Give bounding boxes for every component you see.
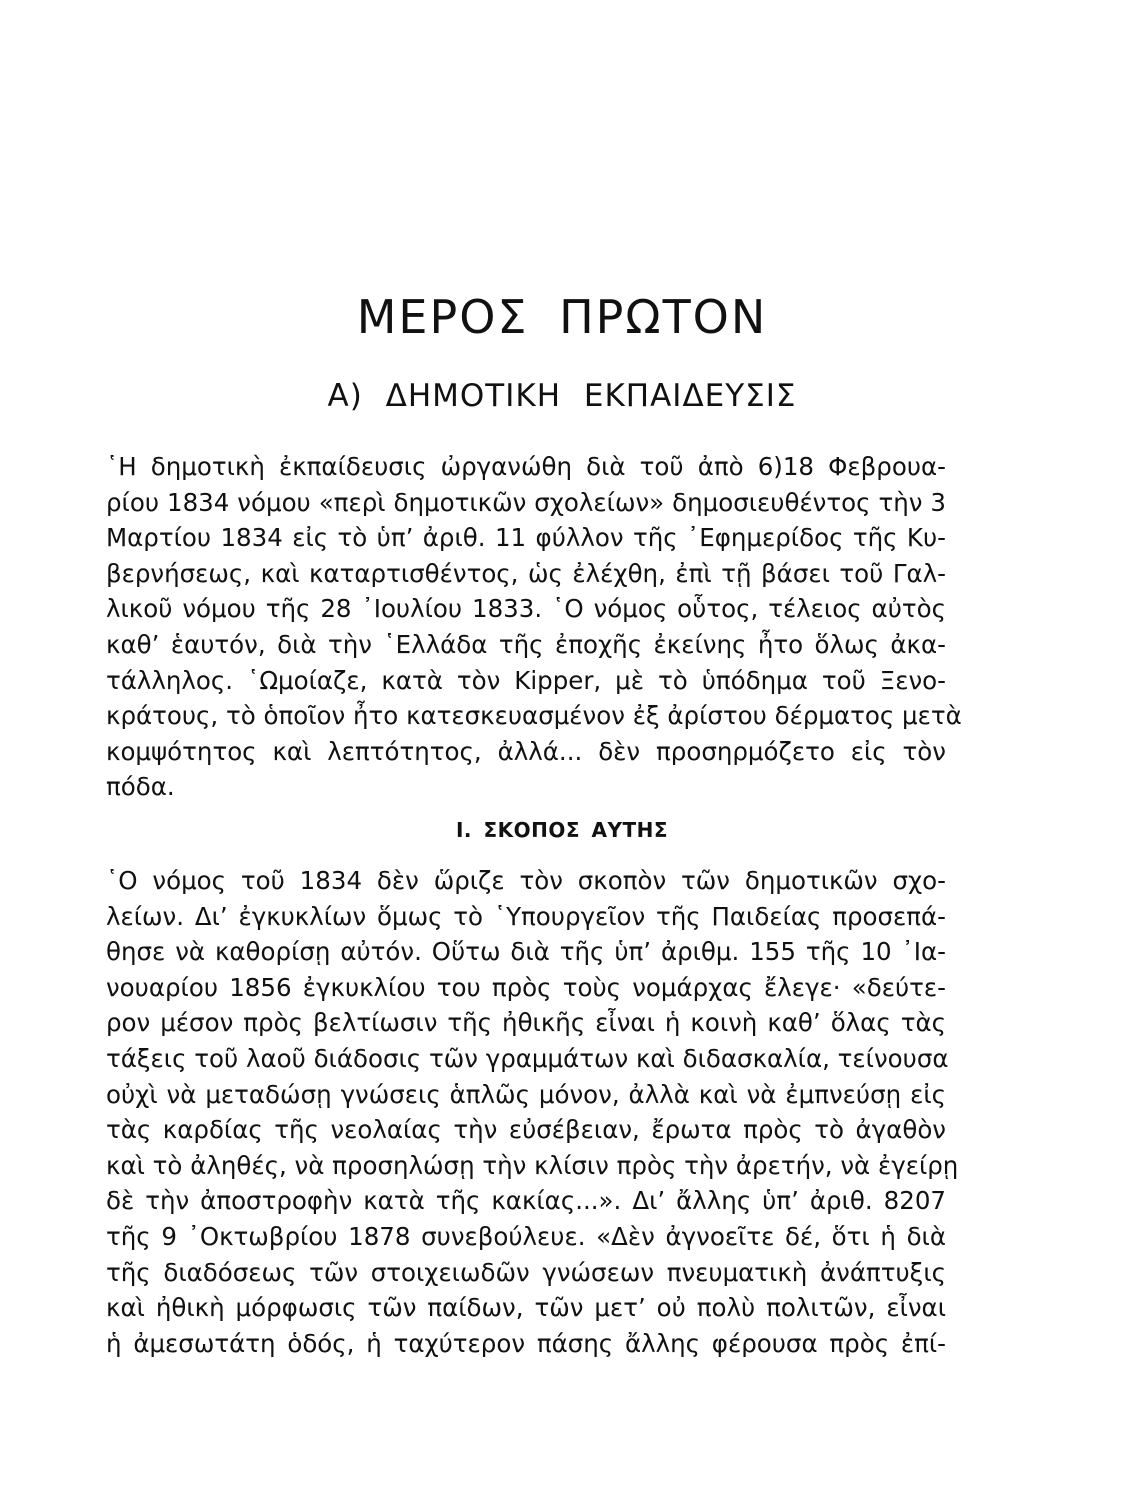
text-line: βερνήσεως, καὶ καταρτισθέντος, ὡς ἐλέχθη, ἐπὶ τῇ βάσει τοῦ Γαλ- [106, 558, 946, 588]
text-line: θησε νὰ καθορίσῃ αὐτόν. Οὕτω διὰ τῆς ὑπ’ ἀριθμ. 155 τῆς 10 ᾿Ια- [106, 937, 946, 967]
text-line: τάξεις τοῦ λαοῦ διάδοσις τῶν γραμμάτων καὶ διδασκαλία, τείνουσα [106, 1043, 949, 1073]
text-line: τῆς διαδόσεως τῶν στοιχειωδῶν γνώσεων πνευματικὴ ἀνάπτυξις [106, 1257, 946, 1287]
text-line: καὶ ἠθικὴ μόρφωσις τῶν παίδων, τῶν μετ’ οὐ πολὺ πολιτῶν, εἶναι [106, 1293, 946, 1323]
text-line: δὲ τὴν ἀποστροφὴν κατὰ τῆς κακίας...». Δι’ ἄλλης ὑπ’ ἀριθ. 8207 [106, 1186, 946, 1216]
text-line: κράτους, τὸ ὁποῖον ἦτο κατεσκευασμένον ἐξ ἀρίστου δέρματος μετὰ [106, 701, 962, 731]
part-title: ΜΕΡΟΣ ΠΡΩΤΟΝ [356, 290, 768, 344]
text-line: ῾Η δημοτικὴ ἐκπαίδευσις ὠργανώθη διὰ τοῦ ἀπὸ 6)18 Φεβρουα- [106, 452, 946, 481]
paragraph-intro [106, 449, 962, 805]
text-line: ρίου 1834 νόμου «περὶ δημοτικῶν σχολείων» δημοσιευθέντος τὴν 3 [106, 487, 946, 517]
text-line: ρον μέσον πρὸς βελτίωσιν τῆς ἠθικῆς εἶναι ἡ κοινὴ καθ’ ὅλας τὰς [106, 1008, 946, 1038]
text-line: καθ’ ἑαυτόν, διὰ τὴν ῾Ελλάδα τῆς ἐποχῆς ἐκείνης ἦτο ὅλως ἀκα- [106, 629, 946, 659]
text-line: τὰς καρδίας τῆς νεολαίας τὴν εὐσέβειαν, ἔρωτα πρὸς τὸ ἀγαθὸν [106, 1115, 946, 1145]
text-line: νουαρίου 1856 ἐγκυκλίου του πρὸς τοὺς νομάρχας ἔλεγε· «δεύτε- [106, 972, 946, 1002]
paragraph-purpose [106, 863, 959, 1361]
text-line: ἡ ἀμεσωτάτη ὁδός, ἡ ταχύτερον πάσης ἄλλης φέρουσα πρὸς ἐπί- [106, 1328, 946, 1358]
text-line: Μαρτίου 1834 εἰς τὸ ὑπ’ ἀριθ. 11 φύλλον τῆς ᾿Εφημερίδος τῆς Κυ- [106, 523, 946, 553]
text-line: τῆς 9 ᾿Οκτωβρίου 1878 συνεβούλευε. «Δὲν ἀγνοεῖτε δέ, ὅτι ἡ διὰ [106, 1221, 946, 1251]
text-line: οὐχὶ νὰ μεταδώσῃ γνώσεις ἁπλῶς μόνον, ἀλλὰ καὶ νὰ ἐμπνεύσῃ εἰς [106, 1079, 946, 1109]
text-line: τάλληλος. ῾Ωμοίαζε, κατὰ τὸν Kipper, μὲ τὸ ὑπόδημα τοῦ Ξενο- [106, 665, 946, 695]
text-line: καὶ τὸ ἀληθές, νὰ προσηλώσῃ τὴν κλίσιν πρὸς τὴν ἀρετήν, νὰ ἐγείρῃ [106, 1150, 959, 1180]
text-line: λικοῦ νόμου τῆς 28 ᾿Ιουλίου 1833. ῾Ο νόμος οὗτος, τέλειος αὐτὸς [106, 594, 946, 624]
text-line: πόδα. [106, 772, 175, 802]
section-title: Α) ΔΗΜΟΤΙΚΗ ΕΚΠΑΙΔΕΥΣΙΣ [327, 378, 797, 414]
text-line: ῾Ο νόμος τοῦ 1834 δὲν ὥριζε τὸν σκοπὸν τῶν δημοτικῶν σχο- [106, 866, 946, 895]
subsection-title: Ι. ΣΚΟΠΟΣ ΑΥΤΗΣ [455, 818, 669, 842]
text-line: κομψότητος καὶ λεπτότητος, ἀλλά... δὲν προσηρμόζετο εἰς τὸν [106, 736, 946, 766]
text-line: λείων. Δι’ ἐγκυκλίων ὅμως τὸ ῾Υπουργεῖον τῆς Παιδείας προσεπά- [106, 901, 946, 931]
